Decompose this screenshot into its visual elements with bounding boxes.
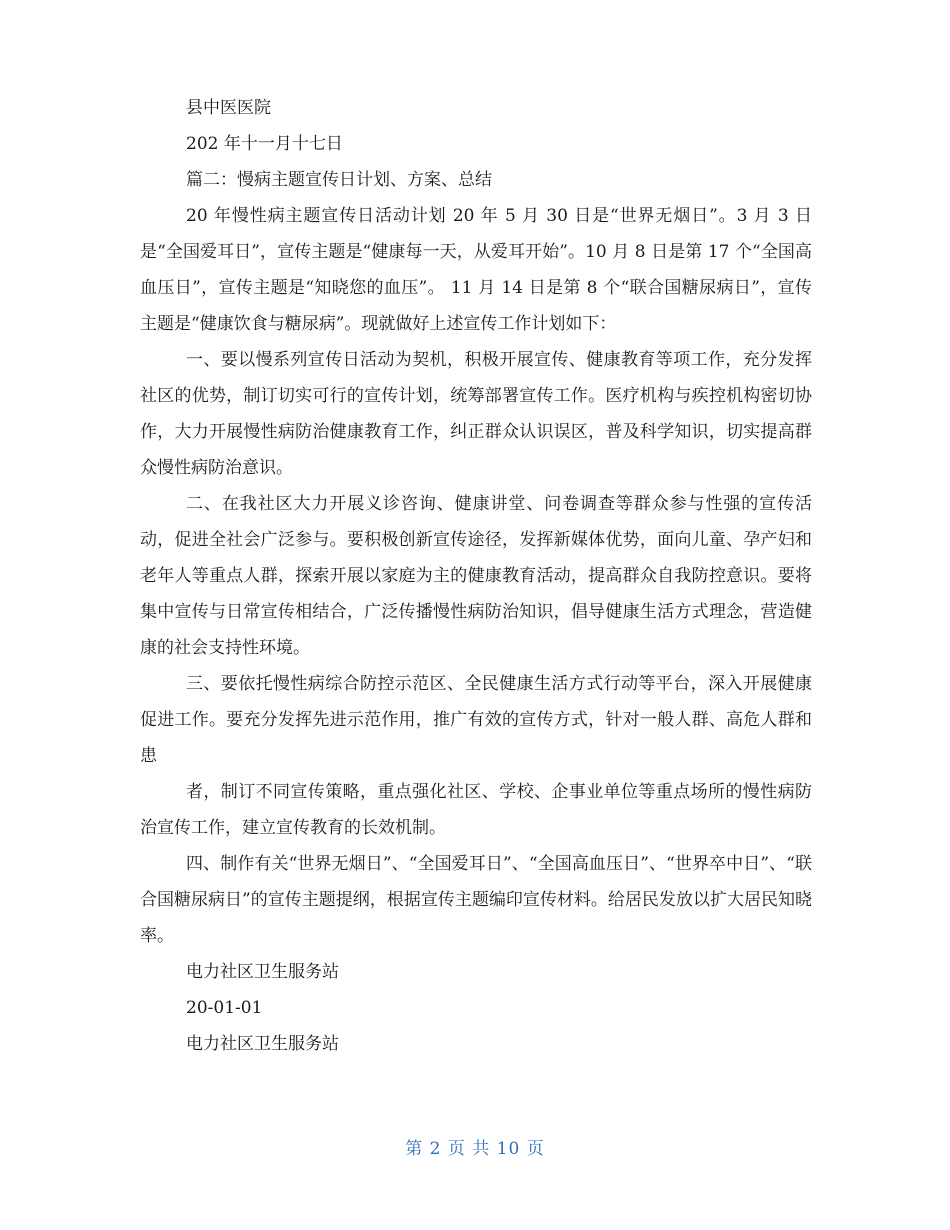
document-body [140, 90, 812, 1062]
section-heading: 篇二：慢病主题宣传日计划、方案、总结 [186, 170, 492, 190]
signature-organization: 电力社区卫生服务站 [186, 962, 339, 982]
date-line: 202 年十一月十七日 [186, 134, 343, 154]
paragraph-item-1: 一、要以慢系列宣传日活动为契机，积极开展宣传、健康教育等项工作，充分发挥社区的优势，制订切实可行的宣传计划，统筹部署宣传工作。医疗机构与疾控机构密切协作，大力开展慢性病防治健康教育工作，纠正群众认识误区，普及科学知识，切实提高群众慢性病防治意识。 [140, 350, 812, 478]
paragraph-intro: 20 年慢性病主题宣传日活动计划 20 年 5 月 30 日是“世界无烟日”。3 月 3 日是“全国爱耳日”，宣传主题是“健康每一天，从爱耳开始”。10 月 8 日是第 17 个“全国高血压日”，宣传主题是“知晓您的血压”。 11 月 14 日是第 8 个“联合国糖尿病日”，宣传主题是“健康饮食与糖尿病”。现就做好上述宣传工作计划如下： [140, 206, 812, 334]
signature-date: 20-01-01 [186, 998, 263, 1018]
signature-organization-repeat: 电力社区卫生服务站 [186, 1034, 339, 1054]
page-number-footer: 第 2 页 共 10 页 [405, 1139, 545, 1159]
paragraph-item-2: 二、在我社区大力开展义诊咨询、健康讲堂、问卷调查等群众参与性强的宣传活动，促进全社会广泛参与。要积极创新宣传途径，发挥新媒体优势，面向儿童、孕产妇和老年人等重点人群，探索开展以家庭为主的健康教育活动，提高群众自我防控意识。要将集中宣传与日常宣传相结合，广泛传播慢性病防治知识，倡导健康生活方式理念，营造健康的社会支持性环境。 [140, 494, 812, 658]
paragraph-item-4: 四、制作有关“世界无烟日”、“全国爱耳日”、“全国高血压日”、“世界卒中日”、“联合国糖尿病日”的宣传主题提纲，根据宣传主题编印宣传材料。给居民发放以扩大居民知晓率。 [140, 854, 812, 946]
hospital-name: 县中医医院 [186, 98, 271, 118]
paragraph-item-3-continued: 者，制订不同宣传策略，重点强化社区、学校、企事业单位等重点场所的慢性病防治宣传工作，建立宣传教育的长效机制。 [140, 782, 812, 838]
paragraph-item-3: 三、要依托慢性病综合防控示范区、全民健康生活方式行动等平台，深入开展健康促进工作。要充分发挥先进示范作用，推广有效的宣传方式，针对一般人群、高危人群和患 [140, 674, 812, 766]
